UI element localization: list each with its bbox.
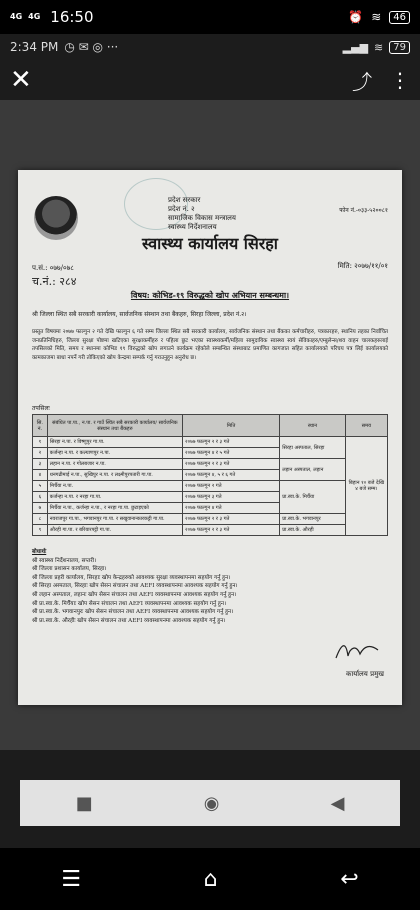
table-row: २ कर्जन्हा न.पा. र कल्याणपुर न.पा. २०७७ फाल्गुन ४ र ५ गते: [33, 448, 388, 459]
letter-body: प्रस्तुत विषयमा २०७७ फाल्गुन २ गते देखि फाल्गुन ६ गते सम्म जिल्ला स्थित सबै सरकारी कार्यालय, सार्वजनिक संस्थान तथा बैंकका कर्मचारीहरु, पत्रकारहरु, स्थानिय तहका निर्वाचित जनप्रतिनिधिहरु, जिल्ला सुरक्षा पोष्टमा खटिएका सुरक्षाकर्मीहरु र पहिला छुट भएका स्वास्थ्यकर्मी/महिला सामुदायिक स्वास्थ्य स्वयं सेविकाहरु/एम्बुलेन्स/शव वाहन चालकहरुलाई तपसिलको मिति, समय र स्थानमा कोभिड १९ विरुद्धको खोप लगाउने कार्यक्रम रहेकोले सम्बन्धित संस्थाबाट प्रमाणित कागजात सहित कार्यालयको परिचय पत्र लिई कार्यालयको कामकाजमा बाधा नपर्ने गरी तोकिएको खोप केन्द्रमा सम्पर्क गर्नु गराउनुहुन अनुरोध छ।: [32, 329, 388, 361]
recents-icon[interactable]: ■: [75, 792, 93, 814]
inner-status-time: 2:34 PM: [10, 40, 59, 54]
home-icon[interactable]: ◉: [203, 792, 220, 814]
menu-icon[interactable]: ☰: [61, 866, 82, 892]
patra-sankhya: प.सं.: ०७७/०७८: [32, 264, 74, 272]
phone-number: फोन नं.-०३३-५२००८१: [339, 207, 388, 214]
table-row: १ सिरहा न.पा. र विष्णुपुर गा.पा. २०७७ फाल्गुन २ र ३ गते सिरहा अस्पताल, सिरहा बिहान १० बजे देखि ४ बजे सम्म।: [33, 437, 388, 448]
document-photo: [0, 100, 420, 750]
list-item: श्री लहान अस्पताल, लहानः खोप सेसन संचालन तथा AEFI व्यवस्थापनमा आवश्यक सहयोग गर्नु हुन।: [32, 591, 237, 598]
share-icon[interactable]: ⤴: [352, 69, 372, 94]
reference-block: [32, 262, 76, 288]
header-date: मिति: [183, 415, 280, 437]
list-item: श्री जिल्ला प्रशासन कार्यालय, सिरहा।: [32, 566, 107, 573]
details-label: तपसिलः: [32, 405, 50, 412]
network-indicator-2: 4G: [28, 12, 41, 21]
header-place: स्थान: [280, 415, 346, 437]
inner-nav-bar: [20, 780, 400, 826]
header-time: समय: [345, 415, 387, 437]
phone-status-bar: [0, 0, 420, 34]
letter-subject: विषय: कोभिड-१९ विरुद्धको खोप अभियान सम्बन्धमा।: [130, 290, 290, 300]
signal-icon: ▂▄▆: [342, 40, 369, 54]
battery-indicator: 46: [389, 11, 410, 24]
handwritten-signature: [332, 638, 382, 664]
notification-icons: ◷ ✉ ◎ ···: [64, 40, 119, 54]
back-arrow-icon[interactable]: ↩: [340, 866, 359, 892]
table-header-row: [33, 415, 388, 437]
signer-title: कार्यालय प्रमुख: [346, 670, 384, 678]
inner-battery: 79: [389, 41, 410, 54]
chalan-number: च.नं.: २८४: [32, 275, 77, 288]
table-row: ४ धनगढीमाई न.पा., सुखिपुर न.पा. र लक्ष्मीपुरपतारी गा.पा. २०७७ फाल्गुन ४, ५ र ६ गते: [33, 470, 388, 481]
alarm-icon: ⏰: [348, 10, 364, 24]
home-outline-icon[interactable]: ⌂: [203, 866, 218, 892]
copy-to-heading: बोधार्थः: [32, 549, 47, 555]
time-cell: बिहान १० बजे देखि ४ बजे सम्म।: [345, 437, 387, 536]
list-item: श्री प्रा.स्वा.के. भगवानपुरः खोप सेसन संचालन तथा AEFI व्यवस्थापनमा आवश्यक सहयोग गर्नु हुन।: [32, 609, 234, 616]
letterhead-lines: प्रदेश सरकार प्रदेश नं. २ सामाजिक विकास मन्त्रालय स्वास्थ्य निर्देशनालय: [168, 196, 236, 231]
system-nav-bar: [0, 848, 420, 910]
list-item: श्री जिल्ला प्रहरी कार्यालय, सिरहाः खोप केन्द्रहरुको आवश्यक सुरक्षा व्यवस्थापनमा सहयोग गर्नु हुन।: [32, 574, 231, 581]
table-row: ६ कर्जन्हा न.पा. र नरहा गा.पा. २०७७ फाल्गुन ३ गते: [33, 492, 388, 503]
table-row: ८ नवराजपुर गा.पा., भगवानपुर गा.पा. र सखुवानान्कारकट्टी गा.पा. २०७७ फाल्गुन २ र ३ गते प्रा.स्वा.के. भगवानपुर: [33, 514, 388, 525]
status-time: 16:50: [50, 8, 94, 26]
wifi-icon-inner: ≋: [374, 40, 384, 54]
letter-date: मिति: २०७७/११/०१: [337, 262, 388, 270]
close-icon[interactable]: ✕: [10, 65, 32, 95]
table-row: ५ मिर्चैया न.पा. २०७७ फाल्गुन २ गते प्रा.स्वा.के. मिर्चैया: [33, 481, 388, 492]
table-row: ९ औरही गा.पा. र बरियारपट्टी गा.पा. २०७७ फाल्गुन २ र ३ गते प्रा.स्वा.के. औरही: [33, 525, 388, 536]
vaccination-schedule-table: [32, 414, 388, 536]
letter-addressee: श्री जिल्ला स्थित सबै सरकारी कार्यालय, सार्वजनिक संस्थान तथा बैंकहरु, सिरहा जिल्ला, प्रदेश नं.२।: [32, 311, 247, 318]
office-title: स्वास्थ्य कार्यालय सिरहा: [142, 234, 278, 253]
copy-to-list: [32, 548, 238, 625]
network-indicator-1: 4G: [10, 12, 23, 21]
header-office: संबंधित पा.पा., न.पा. र गाउँ स्थित सबै सरकारी कार्यालय/ सार्वजनिक संस्थान तथा बैंकहरु: [47, 415, 182, 437]
list-item: श्री स्वास्थ्य निर्देशनालय, सप्तरी।: [32, 557, 97, 564]
more-vert-icon[interactable]: ⋮: [390, 68, 410, 92]
list-item: श्री प्रा.स्वा.के. औरहीः खोप सेसन संचालन तथा AEFI व्यवस्थापनमा आवश्यक सहयोग गर्नु हुन।: [32, 617, 226, 624]
header-sn: सि. नं.: [33, 415, 48, 437]
letter-document: [18, 170, 402, 705]
viewer-toolbar: [0, 60, 420, 100]
back-icon[interactable]: ◀: [330, 792, 345, 814]
inner-status-bar: [0, 34, 420, 60]
table-row: ७ मिर्चैया न.पा., कर्जन्हा न.पा., र नरहा गा.पा. छुटाइएको २०७७ फाल्गुन ४ गते: [33, 503, 388, 514]
table-row: ३ लहान न.पा. र गोलबजार न.पा. २०७७ फाल्गुन २ र ३ गते लहान अस्पताल, लहान: [33, 459, 388, 470]
wifi-icon: ≋: [371, 10, 382, 24]
list-item: श्री सिरहा अस्पताल, सिरहाः खोप सेसन संचालन तथा AEFI व्यवस्थापनमा आवश्यक सहयोग गर्नु हुन।: [32, 583, 238, 590]
list-item: श्री प्रा.स्वा.के. मिर्चैयाः खोप सेसन संचालन तथा AEFI व्यवस्थापनमा आवश्यक सहयोग गर्नु हुन।: [32, 600, 227, 607]
